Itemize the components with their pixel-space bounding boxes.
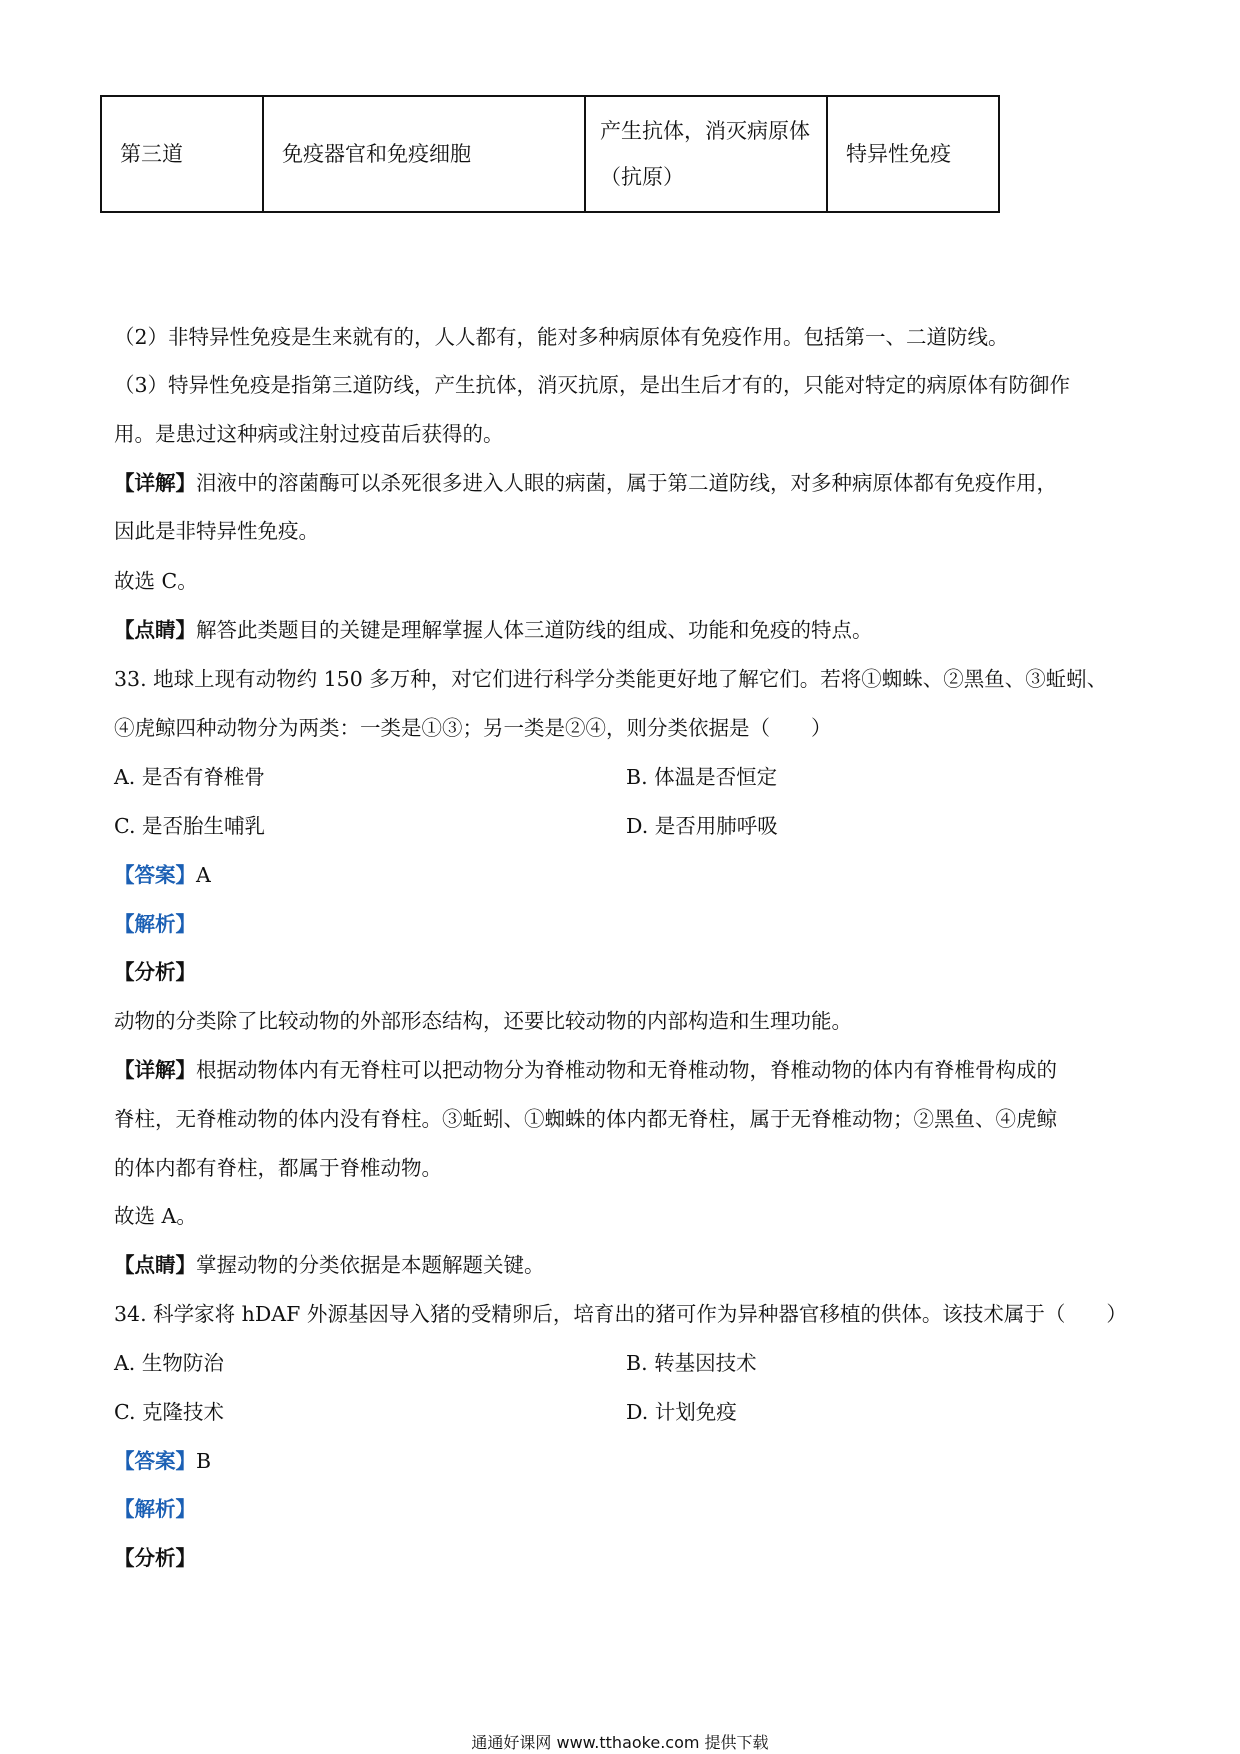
note-text: 掌握动物的分类依据是本题解题关键。	[196, 1253, 545, 1277]
q34-option-b: B. 转基因技术	[626, 1351, 757, 1375]
q33-answer	[114, 860, 211, 890]
table-cell-function: 产生抗体，消灭病原体（抗原）	[585, 96, 827, 212]
q33-option-a: A. 是否有脊椎骨	[114, 765, 265, 789]
q33-option-d: D. 是否用肺呼吸	[626, 814, 778, 838]
q33-fenxi: 动物的分类除了比较动物的外部形态结构，还要比较动物的内部构造和生理功能。	[114, 1009, 852, 1033]
q33-detail-b: 脊柱，无脊椎动物的体内没有脊柱。③蚯蚓、①蜘蛛的体内都无脊柱，属于无脊椎动物；②黑鱼、④虎鲸	[114, 1107, 1057, 1131]
paragraph-nonspecific: （2）非特异性免疫是生来就有的，人人都有，能对多种病原体有免疫作用。包括第一、二道防线。	[114, 325, 1009, 349]
note-tag: 【点睛】	[114, 618, 196, 642]
detail-text: 泪液中的溶菌酶可以杀死很多进入人眼的病菌，属于第二道防线，对多种病原体都有免疫作用，	[196, 471, 1057, 495]
answer-tag: 【答案】	[114, 1449, 196, 1473]
answer-tag: 【答案】	[114, 863, 196, 887]
page-footer: 通通好课网 www.tthaoke.com 提供下载	[471, 1733, 769, 1752]
detail-text: 根据动物体内有无脊柱可以把动物分为脊椎动物和无脊椎动物，脊椎动物的体内有脊椎骨构成的	[196, 1058, 1057, 1082]
q34-option-d: D. 计划免疫	[626, 1400, 737, 1424]
prev-detail-b: 因此是非特异性免疫。	[114, 519, 319, 543]
prev-detail-a	[114, 468, 1057, 498]
table-cell-type: 特异性免疫	[827, 96, 999, 212]
detail-tag: 【详解】	[114, 471, 196, 495]
q34-stem: 34. 科学家将 hDAF 外源基因导入猪的受精卵后，培育出的猪可作为异种器官移植的供体。该技术属于（ ）	[114, 1302, 1127, 1326]
q33-stem-a: 33. 地球上现有动物约 150 多万种，对它们进行科学分类能更好地了解它们。若将①蜘蛛、②黑鱼、③蚯蚓、	[114, 667, 1108, 691]
prev-choose: 故选 C。	[114, 569, 198, 593]
table-cell-composition: 免疫器官和免疫细胞	[263, 96, 585, 212]
detail-tag: 【详解】	[114, 1058, 196, 1082]
q33-stem-b: ④虎鲸四种动物分为两类：一类是①③；另一类是②④，则分类依据是（ ）	[114, 716, 832, 740]
prev-note	[114, 615, 873, 645]
paragraph-specific-a: （3）特异性免疫是指第三道防线，产生抗体，消灭抗原，是出生后才有的，只能对特定的病原体有防御作	[114, 373, 1071, 397]
q33-option-b: B. 体温是否恒定	[626, 765, 778, 789]
note-text: 解答此类题目的关键是理解掌握人体三道防线的组成、功能和免疫的特点。	[196, 618, 873, 642]
q34-answer	[114, 1446, 211, 1476]
answer-value: A	[196, 863, 211, 887]
table-row	[101, 96, 999, 212]
q34-analysis-tag: 【解析】	[114, 1497, 196, 1521]
paragraph-specific-b: 用。是患过这种病或注射过疫苗后获得的。	[114, 422, 504, 446]
q33-analysis-tag: 【解析】	[114, 912, 196, 936]
q33-detail-a	[114, 1055, 1057, 1085]
q34-option-a: A. 生物防治	[114, 1351, 224, 1375]
q33-option-c: C. 是否胎生哺乳	[114, 814, 265, 838]
q33-fenxi-tag: 【分析】	[114, 960, 196, 984]
q34-option-c: C. 克隆技术	[114, 1400, 224, 1424]
q33-detail-c: 的体内都有脊柱，都属于脊椎动物。	[114, 1156, 442, 1180]
q33-choose: 故选 A。	[114, 1204, 197, 1228]
note-tag: 【点睛】	[114, 1253, 196, 1277]
answer-value: B	[196, 1449, 212, 1473]
q33-note	[114, 1250, 545, 1280]
table-cell-line: 第三道	[101, 96, 263, 212]
defense-line-table	[100, 95, 1000, 213]
q34-fenxi-tag: 【分析】	[114, 1546, 196, 1570]
